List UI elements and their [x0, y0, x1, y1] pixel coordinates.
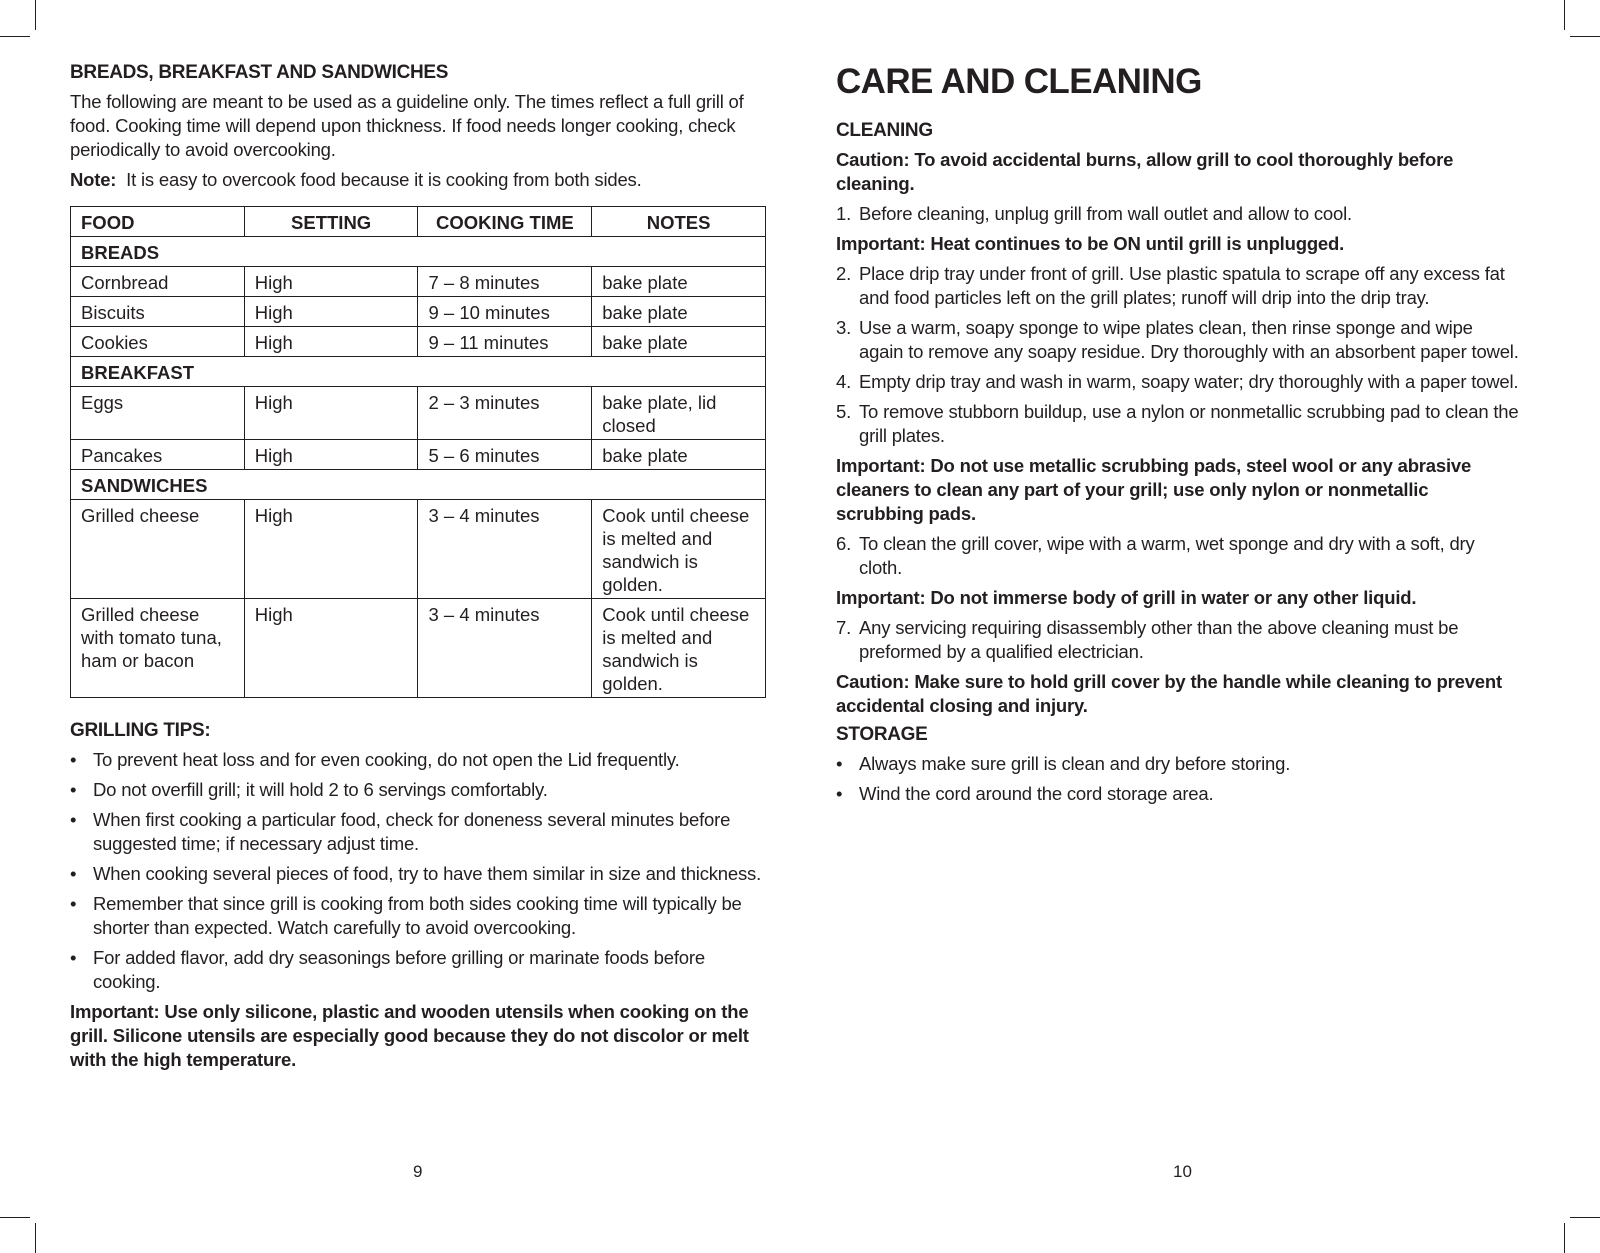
cell: Cornbread	[71, 267, 245, 297]
table-row	[71, 387, 766, 440]
steps-list	[836, 202, 1520, 226]
crop-mark	[0, 1217, 30, 1218]
cell: High	[244, 500, 418, 599]
cell: High	[244, 387, 418, 440]
caution-cover: Caution: Make sure to hold grill cover by the handle while cleaning to prevent accidental closing and injury.	[836, 671, 1502, 717]
cell: Cook until cheese is melted and sandwich is golden.	[592, 599, 766, 698]
cell: bake plate	[592, 440, 766, 470]
steps-list	[836, 532, 1520, 580]
storage-list	[836, 752, 1520, 806]
page-title: CARE AND CLEANING	[836, 62, 1202, 101]
list-item: 5. To remove stubborn buildup, use a nylon or nonmetallic scrubbing pad to clean the grill plates.	[836, 401, 1519, 447]
important-utensils: Important: Use only silicone, plastic and wooden utensils when cooking on the grill. Silicone utensils are especially good because they do not discolor or melt with the high temperature.	[70, 1001, 749, 1070]
cell: 3 – 4 minutes	[418, 599, 592, 698]
cell: Pancakes	[71, 440, 245, 470]
group-row	[71, 357, 766, 387]
page-number-right: 10	[1173, 1162, 1192, 1181]
cleaning-title: CLEANING	[836, 120, 933, 142]
list-item: • For added flavor, add dry seasonings before grilling or marinate foods before cooking.	[70, 947, 705, 992]
table-row	[71, 297, 766, 327]
crop-mark	[0, 36, 30, 37]
cell: 3 – 4 minutes	[418, 500, 592, 599]
cell: bake plate, lid closed	[592, 387, 766, 440]
header-notes: NOTES	[592, 207, 766, 237]
group-name: BREADS	[71, 237, 766, 267]
group-row	[71, 237, 766, 267]
list-item: 7. Any servicing requiring disassembly other than the above cleaning must be preformed by a qualified electrician.	[836, 617, 1459, 663]
cell: High	[244, 297, 418, 327]
cell: 9 – 10 minutes	[418, 297, 592, 327]
crop-mark	[35, 0, 36, 30]
header-cooking-time: COOKING TIME	[418, 207, 592, 237]
list-item: 3. Use a warm, soapy sponge to wipe plates clean, then rinse sponge and wipe again to remove any soapy residue. Dry thoroughly with an absorbent paper towel.	[836, 317, 1519, 363]
list-item: 6. To clean the grill cover, wipe with a warm, wet sponge and dry with a soft, dry cloth.	[836, 533, 1475, 579]
list-item: • Always make sure grill is clean and dry before storing.	[836, 753, 1291, 775]
cell: 5 – 6 minutes	[418, 440, 592, 470]
steps-list	[836, 616, 1520, 664]
cell: bake plate	[592, 267, 766, 297]
list-item: • When first cooking a particular food, check for doneness several minutes before suggested time; if necessary adjust time.	[70, 809, 731, 854]
cell: Grilled cheese	[71, 500, 245, 599]
cell: Cookies	[71, 327, 245, 357]
group-row	[71, 470, 766, 500]
header-food: FOOD	[71, 207, 245, 237]
crop-mark	[35, 1223, 36, 1253]
steps-list	[836, 262, 1520, 448]
crop-mark	[1570, 36, 1600, 37]
list-item: 4. Empty drip tray and wash in warm, soapy water; dry thoroughly with a paper towel.	[836, 371, 1519, 393]
tips-title: GRILLING TIPS:	[70, 720, 211, 741]
cell: High	[244, 327, 418, 357]
header-setting: SETTING	[244, 207, 418, 237]
note-text: It is easy to overcook food because it is cooking from both sides.	[126, 169, 642, 190]
important-no-metallic: Important: Do not use metallic scrubbing pads, steel wool or any abrasive cleaners to clean any part of your grill; use only nylon or nonmetallic scrubbing pads.	[836, 455, 1472, 525]
note-paragraph	[70, 168, 766, 192]
cell: Cook until cheese is melted and sandwich is golden.	[592, 500, 766, 599]
caution-burns: Caution: To avoid accidental burns, allow grill to cool thoroughly before cleaning.	[836, 149, 1454, 195]
cell: Grilled cheese with tomato tuna, ham or bacon	[71, 599, 245, 698]
cell: High	[244, 440, 418, 470]
table-header-row	[71, 207, 766, 237]
list-item: • Wind the cord around the cord storage area.	[836, 783, 1214, 805]
cell: bake plate	[592, 297, 766, 327]
crop-mark	[1570, 1217, 1600, 1218]
list-item: • To prevent heat loss and for even cooking, do not open the Lid frequently.	[70, 749, 680, 770]
group-name: BREAKFAST	[71, 357, 766, 387]
cell: Eggs	[71, 387, 245, 440]
note-label: Note:	[70, 169, 117, 190]
intro-paragraph: The following are meant to be used as a guideline only. The times reflect a full grill of food. Cooking time will depend upon thickness. If food needs longer cooking, check periodically to avoid overcooking.	[70, 91, 744, 160]
list-item: • Remember that since grill is cooking from both sides cooking time will typically be shorter than expected. Watch carefully to avoid overcooking.	[70, 893, 742, 938]
table-row	[71, 599, 766, 698]
cell: 9 – 11 minutes	[418, 327, 592, 357]
cell: bake plate	[592, 327, 766, 357]
group-name: SANDWICHES	[71, 470, 766, 500]
cell: High	[244, 267, 418, 297]
list-item: 1. Before cleaning, unplug grill from wall outlet and allow to cool.	[836, 203, 1352, 225]
cooking-table	[70, 206, 766, 698]
table-row	[71, 500, 766, 599]
table-row	[71, 440, 766, 470]
cell: High	[244, 599, 418, 698]
list-item: • When cooking several pieces of food, try to have them similar in size and thickness.	[70, 863, 762, 884]
important-no-immerse: Important: Do not immerse body of grill in water or any other liquid.	[836, 587, 1417, 609]
storage-title: STORAGE	[836, 724, 928, 746]
list-item: 2. Place drip tray under front of grill. Use plastic spatula to scrape off any excess fat and food particles left on the grill plates; runoff will drip into the drip tray.	[836, 263, 1505, 309]
cell: 2 – 3 minutes	[418, 387, 592, 440]
cell: 7 – 8 minutes	[418, 267, 592, 297]
list-item: • Do not overfill grill; it will hold 2 to 6 servings comfortably.	[70, 779, 548, 800]
section-title: BREADS, BREAKFAST AND SANDWICHES	[70, 62, 449, 83]
right-page	[836, 62, 1520, 812]
important-heat: Important: Heat continues to be ON until grill is unplugged.	[836, 233, 1345, 255]
left-page	[70, 62, 766, 1078]
table-row	[71, 267, 766, 297]
crop-mark	[1564, 1223, 1565, 1253]
table-row	[71, 327, 766, 357]
page-number-left: 9	[413, 1162, 423, 1181]
tips-list	[70, 748, 766, 994]
crop-mark	[1564, 0, 1565, 30]
cell: Biscuits	[71, 297, 245, 327]
